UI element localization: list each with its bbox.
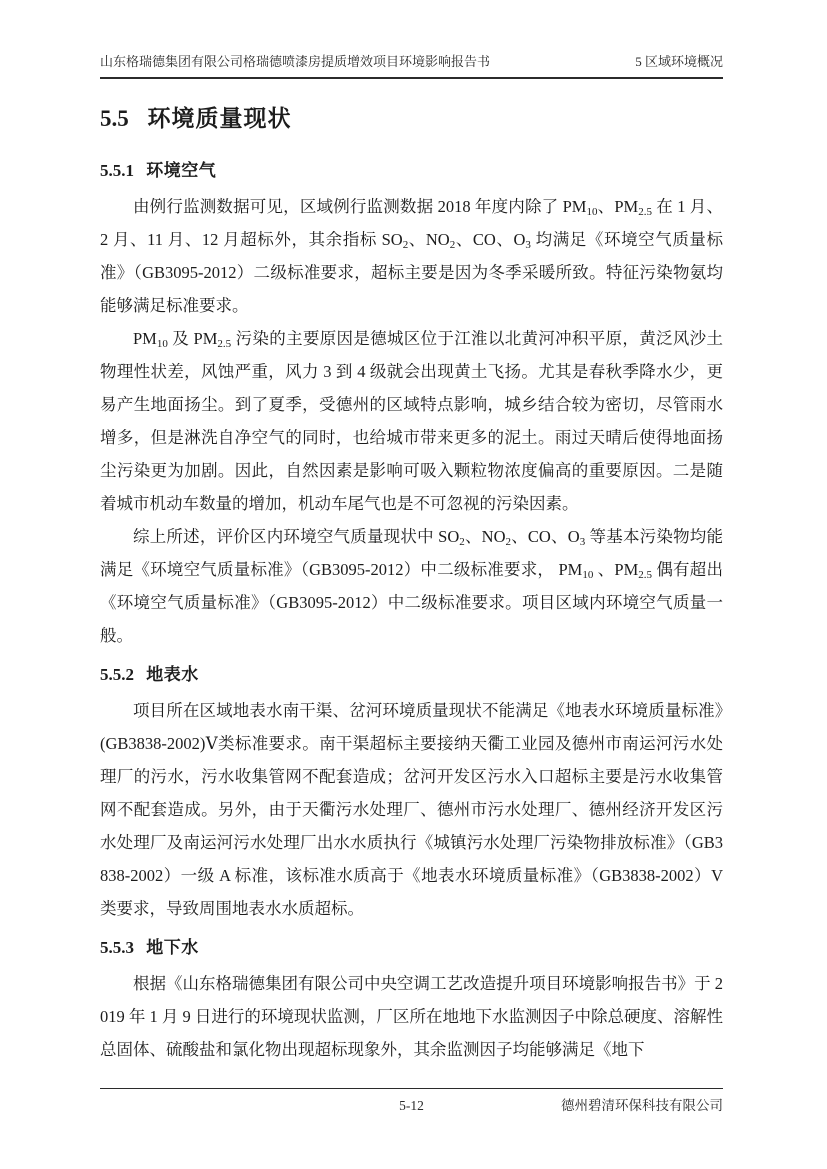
paragraph: $PM_{10}$ 及 $PM_{2.5}$ 污染的主要原因是德城区位于江淮以北黄河冲积平原，黄泛风沙土物理性状差，风蚀严重，风力 3 到 4 级就会出现黄土飞扬。尤其是春秋季降水少，更易产生地面扬尘。到了夏季，受德州的区域特点影响，城乡结合较为密切，尽管雨水增多，但是淋洗自净空气的同时，也给城市带来更多的泥土。雨过天晴后使得地面扬尘污染更为加剧。因此，自然因素是影响可吸入颗粒物浓度偏高的重要原因。二是随着城市机动车数量的增加，机动车尾气也是不可忽视的污染因素。 xyxy=(100,329,724,513)
section-air-heading-number: 5.5.1 xyxy=(100,161,134,180)
section-groundwater-heading-number: 5.5.3 xyxy=(100,938,134,957)
subscript: 2 xyxy=(402,239,409,251)
subscript: 10 xyxy=(582,569,594,581)
page-footer xyxy=(100,1088,723,1114)
header-report-title: 山东格瑞德集团有限公司格瑞德喷漆房提质增效项目环境影响报告书 xyxy=(100,54,491,69)
page-title-text: 环境质量现状 xyxy=(147,105,292,131)
section-surface-water-heading-text: 地表水 xyxy=(146,665,199,684)
section-groundwater-heading xyxy=(100,937,723,959)
section-groundwater-body xyxy=(100,967,723,1066)
paragraph: 项目所在区域地表水南干渠、岔河环境质量现状不能满足《地表水环境质量标准》(GB3838-2002)Ⅴ类标准要求。南干渠超标主要接纳天衢工业园及德州市南运河污水处理厂的污水，污水收集管网不配套造成；岔河开发区污水入口超标主要是污水收集管网不配套造成。另外，由于天衢污水处理厂、德州市污水处理厂、德州经济开发区污水处理厂及南运河污水处理厂出水水质执行《城镇污水处理厂污染物排放标准》（GB3838-2002）一级 A 标准，该标准水质高于《地表水环境质量标准》（GB3838-2002）V 类要求，导致周围地表水水质超标。 xyxy=(100,701,723,918)
footer-company-name: 德州碧清环保科技有限公司 xyxy=(561,1098,723,1113)
section-air xyxy=(100,160,723,652)
section-surface-water xyxy=(100,664,723,925)
subscript: 2.5 xyxy=(638,569,652,581)
section-air-heading-text: 环境空气 xyxy=(146,161,217,180)
section-surface-water-body xyxy=(100,694,723,925)
page-header xyxy=(100,54,723,79)
header-chapter-label: 5 区域环境概况 xyxy=(635,54,723,69)
paragraph: 综上所述，评价区内环境空气质量现状中 $SO_2$、$NO_2$、CO、$O_3$ 等基本污染物均能满足《环境空气质量标准》（GB3095-2012）中二级标准要求， $PM_{10}$ 、$PM_{2.5}$ 偶有超出《环境空气质量标准》（GB3095-2012）中二级标准要求。项目区域内环境空气质量一般。 xyxy=(100,527,724,645)
section-surface-water-heading-number: 5.5.2 xyxy=(100,665,134,684)
paragraph: 由例行监测数据可见，区域例行监测数据 2018 年度内除了 $PM_{10}$、$PM_{2.5}$ 在 1 月、2 月、11 月、12 月超标外，其余指标 $SO_2$、$NO_2$、CO、$O_3$ 均满足《环境空气质量标准》（GB3095-2012）二级标准要求，超标主要是因为冬季采暖所致。特征污染物氨均能够满足标准要求。 xyxy=(100,197,724,315)
subscript: 2.5 xyxy=(638,206,652,218)
section-air-body xyxy=(100,190,723,652)
footer-page-number: 5-12 xyxy=(399,1098,424,1113)
subscript: 2 xyxy=(505,536,511,548)
subscript: 2 xyxy=(459,536,465,548)
subscript: 10 xyxy=(586,206,598,218)
section-groundwater-heading-text: 地下水 xyxy=(146,938,199,957)
section-surface-water-heading xyxy=(100,664,723,686)
subscript: 2.5 xyxy=(217,338,232,350)
subscript: 3 xyxy=(579,536,586,548)
section-groundwater xyxy=(100,937,723,1066)
section-air-heading xyxy=(100,160,723,182)
page-title xyxy=(100,103,723,134)
page-title-number: 5.5 xyxy=(100,106,129,131)
subscript: 10 xyxy=(156,338,168,350)
subscript: 3 xyxy=(525,239,531,251)
subscript: 2 xyxy=(449,239,456,251)
paragraph: 根据《山东格瑞德集团有限公司中央空调工艺改造提升项目环境影响报告书》于 2019 年 1 月 9 日进行的环境现状监测，厂区所在地地下水监测因子中除总硬度、溶解性总固体、硫酸盐和氯化物出现超标现象外，其余监测因子均能够满足《地下 xyxy=(100,974,723,1059)
